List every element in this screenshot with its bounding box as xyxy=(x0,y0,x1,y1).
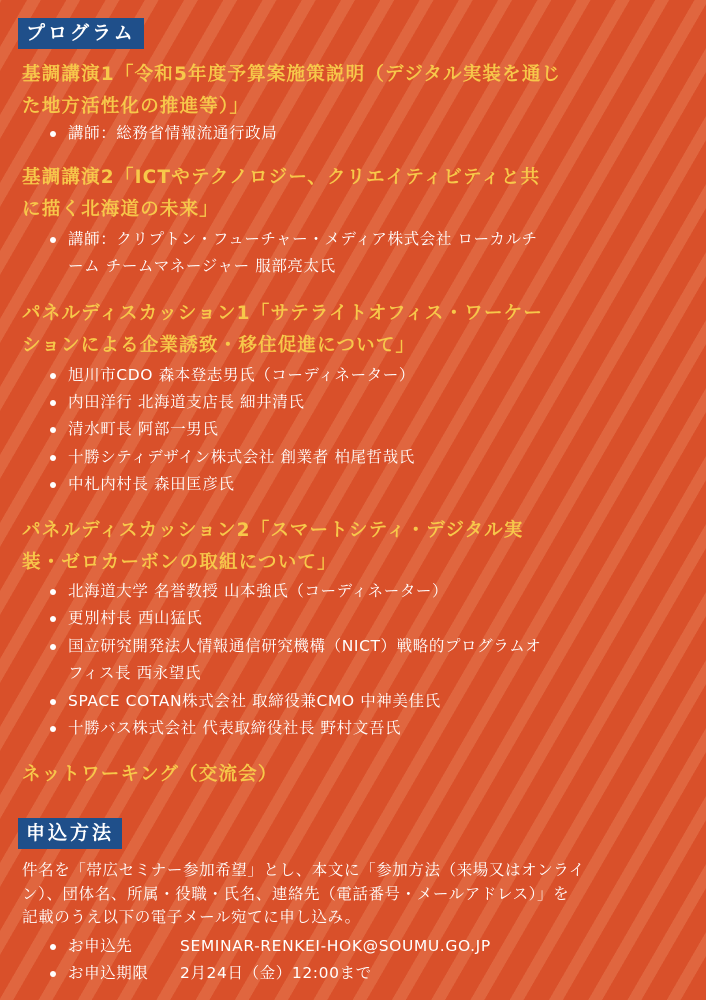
panel2-member: 十勝バス株式会社 代表取締役社長 野村文吾氏 xyxy=(68,715,688,742)
application-badge: 申込方法 xyxy=(18,818,122,849)
keynote1-title xyxy=(22,59,694,123)
panel1-member: 十勝シティデザイン株式会社 創業者 柏尾哲哉氏 xyxy=(68,444,688,471)
keynote2-title-line2: に描く北海道の未来」 xyxy=(22,199,220,220)
keynote2-speaker-line1: 講師：クリプトン・フューチャー・メディア株式会社 ローカルチ xyxy=(68,230,538,248)
application-address xyxy=(68,933,688,960)
keynote2-title-line1: 基調講演2「ICTやテクノロジー、クリエイティビティと共 xyxy=(22,167,541,188)
application-deadline xyxy=(68,960,688,987)
panel2-title-line1: パネルディスカッション2「スマートシティ・デジタル実 xyxy=(22,520,524,541)
keynote1-title-line1: 基調講演1「令和5年度予算案施策説明（デジタル実装を通じ xyxy=(22,64,562,85)
panel2-member: 更別村長 西山猛氏 xyxy=(68,605,688,632)
application-instructions-line1: 件名を「帯広セミナー参加希望」とし、本文に「参加方法（来場又はオンライ xyxy=(22,861,586,879)
panel1-member: 旭川市CDO 森本登志男氏（コーディネーター） xyxy=(68,362,688,389)
panel1-title-line1: パネルディスカッション1「サテライトオフィス・ワーケー xyxy=(22,303,544,324)
keynote1-title-line2: た地方活性化の推進等）」 xyxy=(22,96,250,117)
panel1-title xyxy=(22,298,694,362)
panel1-member: 清水町長 阿部一男氏 xyxy=(68,416,688,443)
panel2-member: SPACE COTAN株式会社 取締役兼CMO 中神美佳氏 xyxy=(68,688,688,715)
keynote2-speaker-line2: ーム チームマネージャー 服部亮太氏 xyxy=(68,257,336,275)
application-instructions-line2: ン）、団体名、所属・役職・氏名、連絡先（電話番号・メールアドレス）」を xyxy=(22,884,570,903)
panel1-title-line2: ションによる企業誘致・移住促進について」 xyxy=(22,335,416,356)
panel1-member: 中札内村長 森田匡彦氏 xyxy=(68,471,688,498)
application-deadline-value: 2月24日（金）12:00まで xyxy=(180,964,372,982)
application-email[interactable]: SEMINAR-RENKEI-HOK@SOUMU.GO.JP xyxy=(180,937,491,955)
panel2-member-line2: フィス長 西永望氏 xyxy=(68,664,202,682)
panel2-title-line2: 装・ゼロカーボンの取組について」 xyxy=(22,552,337,573)
program-badge: プログラム xyxy=(18,18,144,49)
keynote2-speaker xyxy=(68,226,688,280)
application-instructions-line3: 記載のうえ以下の電子メール宛てに申し込み。 xyxy=(22,908,361,926)
panel1-member: 内田洋行 北海道支店長 細井清氏 xyxy=(68,389,688,416)
networking-heading: ネットワーキング（交流会） xyxy=(22,764,278,785)
keynote1-speaker: 講師：総務省情報流通行政局 xyxy=(68,120,688,147)
application-deadline-label: お申込期限 xyxy=(68,964,149,982)
panel2-member-line1: 国立研究開発法人情報通信研究機構（NICT）戦略的プログラムオ xyxy=(68,637,542,655)
application-instructions xyxy=(22,859,688,930)
application-address-label: お申込先 xyxy=(68,937,133,955)
panel2-member: 北海道大学 名誉教授 山本強氏（コーディネーター） xyxy=(68,578,688,605)
panel2-member xyxy=(68,633,688,687)
keynote2-title xyxy=(22,162,694,226)
panel2-title xyxy=(22,515,694,579)
